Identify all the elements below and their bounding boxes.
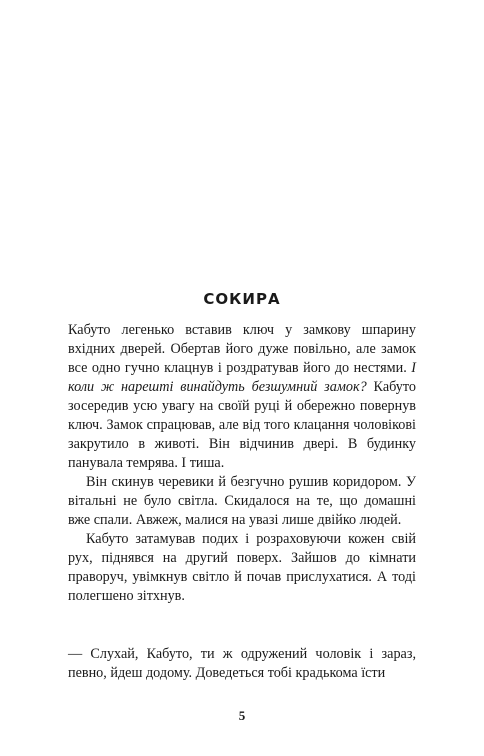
- paragraph-1: [68, 321, 416, 473]
- paragraph-3: Кабуто затамував подих і розраховуючи кожен свій рух, піднявся на другий поверх. Зайшов до кімнати праворуч, увімкнув світло й почав прислухатися. А тоді полегшено зітхнув.: [68, 531, 416, 604]
- page-number: 5: [238, 708, 246, 723]
- paragraph-1-italic-quote: І коли ж нарешті винайдуть безшумний замок?: [68, 360, 416, 395]
- paragraph-1-text-a: Кабуто легенько вставив ключ у замкову шпарину вхідних дверей. Обертав його дуже повільно, але замок все одно гучно клацнув і роздратував його до нестями.: [68, 322, 416, 376]
- dialog-paragraph: — Слухай, Кабуто, ти ж одружений чоловік і зараз, певно, йдеш додому. Доведеться тобі крадькома їсти: [68, 646, 416, 681]
- chapter-title: СОКИРА: [203, 290, 281, 308]
- paragraph-1-text-b: Кабуто зосередив усю увагу на своїй руці й обережно повернув ключ. Замок спрацював, але від того клацання чоловікові закрутило в животі. Він відчинив двері. В будинку панувала темрява. І тиша.: [68, 379, 417, 471]
- body-text: [68, 321, 416, 606]
- dialog-text-block: [68, 645, 416, 683]
- paragraph-2: Він скинув черевики й безгучно рушив коридором. У вітальні не було світла. Скидалося на те, що домашні вже спали. Авжеж, малися на увазі лише двійко людей.: [68, 474, 416, 528]
